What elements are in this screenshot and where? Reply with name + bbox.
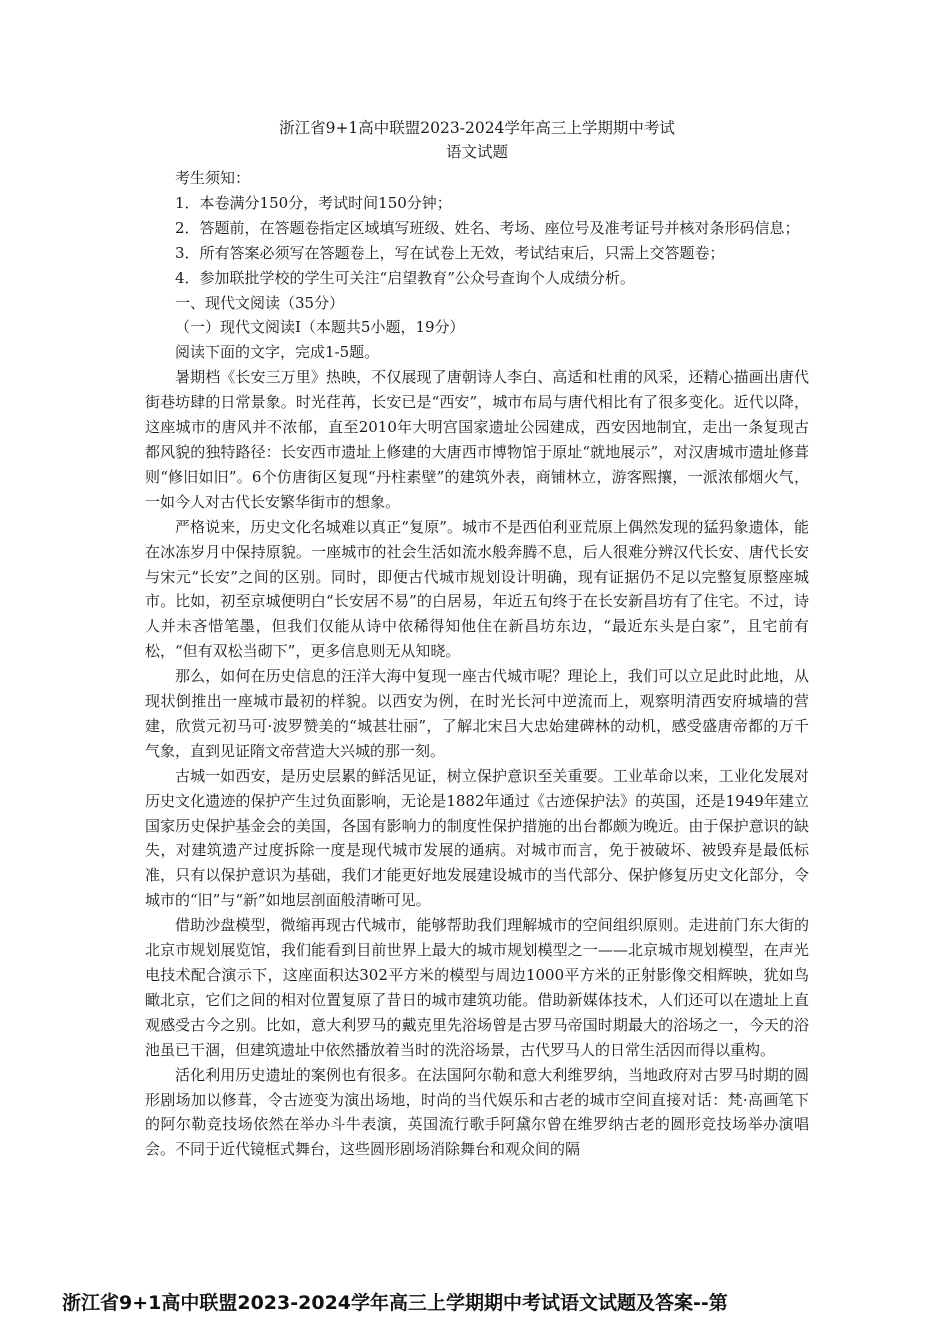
notice-item-1: 1．本卷满分150分，考试时间150分钟；	[175, 193, 452, 212]
subsection-heading: （一）现代文阅读Ⅰ（本题共5小题，19分）	[175, 318, 465, 337]
exam-subtitle: 语文试题	[445, 143, 508, 161]
notice-header: 考生须知：	[175, 169, 251, 187]
notice-item-4: 4．参加联批学校的学生可关注“启望教育”公众号查询个人成绩分析。	[175, 268, 635, 287]
section-heading: 一、现代文阅读（35分）	[175, 293, 345, 312]
passage-paragraph: 活化利用历史遗址的案例也有很多。在法国阿尔勒和意大利维罗纳，当地政府对古罗马时期的圆形剧场加以修葺，令古迹变为演出场地，时尚的当代娱乐和古老的城市空间直接对话：梵·高画笔下的阿尔勒竞技场依然在举办斗牛表演，英国流行歌手阿黛尔曾在维罗纳古老的圆形竞技场举办演唱会。不同于近代镜框式舞台，这些圆形剧场消除舞台和观众间的隔	[145, 1065, 809, 1159]
passage-paragraph: 古城一如西安，是历史层累的鲜活见证，树立保护意识至关重要。工业革命以来，工业化发展对历史文化遗迹的保护产生过负面影响，无论是1882年通过《古迹保护法》的英国，还是1949年建立国家历史保护基金会的美国，各国有影响力的制度性保护措施的出台都颇为晚近。由于保护意识的缺失，对建筑遗产过度拆除一度是现代城市发展的通病。对城市而言，免于被破坏、被毁弃是最低标准，只有以保护意识为基础，我们才能更好地发展建设城市的当代部分、保护修复历史文化部分，令城市的“旧”与“新”如地层剖面般清晰可见。	[145, 766, 809, 910]
notice-item-2: 2．答题前，在答题卷指定区域填写班级、姓名、考场、座位号及准考证号并核对条形码信息；	[175, 218, 800, 237]
notice-item-3: 3．所有答案必须写在答题卷上，写在试卷上无效，考试结束后，只需上交答题卷；	[175, 243, 725, 262]
passage-paragraph: 暑期档《长安三万里》热映，不仅展现了唐朝诗人李白、高适和杜甫的风采，还精心描画出唐代街巷坊肆的日常景象。时光荏苒，长安已是“西安”，城市布局与唐代相比有了很多变化。近代以降，这座城市的唐风并不浓郁，直至2010年大明宫国家遗址公园建成，西安因地制宜，走出一条复现古都风貌的独特路径：长安西市遗址上修建的大唐西市博物馆于原址“就地展示”，对汉唐城市遗址修葺则“修旧如旧”。6个仿唐街区复现“丹柱素壁”的建筑外表，商铺林立，游客熙攘，一派浓郁烟火气，一如今人对古代长安繁华街市的想象。	[145, 368, 809, 511]
passage-paragraph: 那么，如何在历史信息的汪洋大海中复现一座古代城市呢？理论上，我们可以立足此时此地，从现状倒推出一座城市最初的样貌。以西安为例，在时光长河中逆流而上，观察明清西安府城墙的营建，欣赏元初马可·波罗赞美的“城甚壮丽”，了解北宋吕大忠始建碑林的动机，感受盛唐帝都的万千气象，直到见证隋文帝营造大兴城的那一刻。	[145, 667, 809, 760]
passage-paragraph: 借助沙盘模型，微缩再现古代城市，能够帮助我们理解城市的空间组织原则。走进前门东大街的北京市规划展览馆，我们能看到目前世界上最大的城市规划模型之一——北京城市规划模型，在声光电技术配合演示下，这座面积达302平方米的模型与周边1000平方米的正射影像交相辉映，犹如鸟瞰北京，它们之间的相对位置复原了昔日的城市建筑功能。借助新媒体技术，人们还可以在遗址上直观感受古今之别。比如，意大利罗马的戴克里先浴场曾是古罗马帝国时期最大的浴场之一，今天的浴池虽已干涸，但建筑遗址中依然播放着当时的洗浴场景，古代罗马人的日常生活因而得以重构。	[145, 916, 809, 1059]
passage-paragraph: 严格说来，历史文化名城难以真正“复原”。城市不是西伯利亚荒原上偶然发现的猛犸象遗体，能在冰冻岁月中保持原貌。一座城市的社会生活如流水般奔腾不息，后人很难分辨汉代长安、唐代长安与宋元“长安”之间的区别。同时，即便古代城市规划设计明确，现有证据仍不足以完整复原整座城市。比如，初至京城便明白“长安居不易”的白居易，年近五旬终于在长安新昌坊有了住宅。不过，诗人并未吝惜笔墨，但我们仅能从诗中依稀得知他住在新昌坊东边，“最近东头是白家”，且宅前有松，“但有双松当砌下”，更多信息则无从知晓。	[145, 517, 809, 661]
exam-page	[145, 116, 809, 1162]
exam-title: 浙江省9+1高中联盟2023-2024学年高三上学期期中考试	[279, 119, 675, 137]
reading-instruction: 阅读下面的文字，完成1-5题。	[175, 343, 380, 362]
reading-passage	[145, 365, 809, 1162]
document-footer-caption: 浙江省9+1高中联盟2023-2024学年高三上学期期中考试语文试题及答案--第	[62, 1292, 728, 1314]
